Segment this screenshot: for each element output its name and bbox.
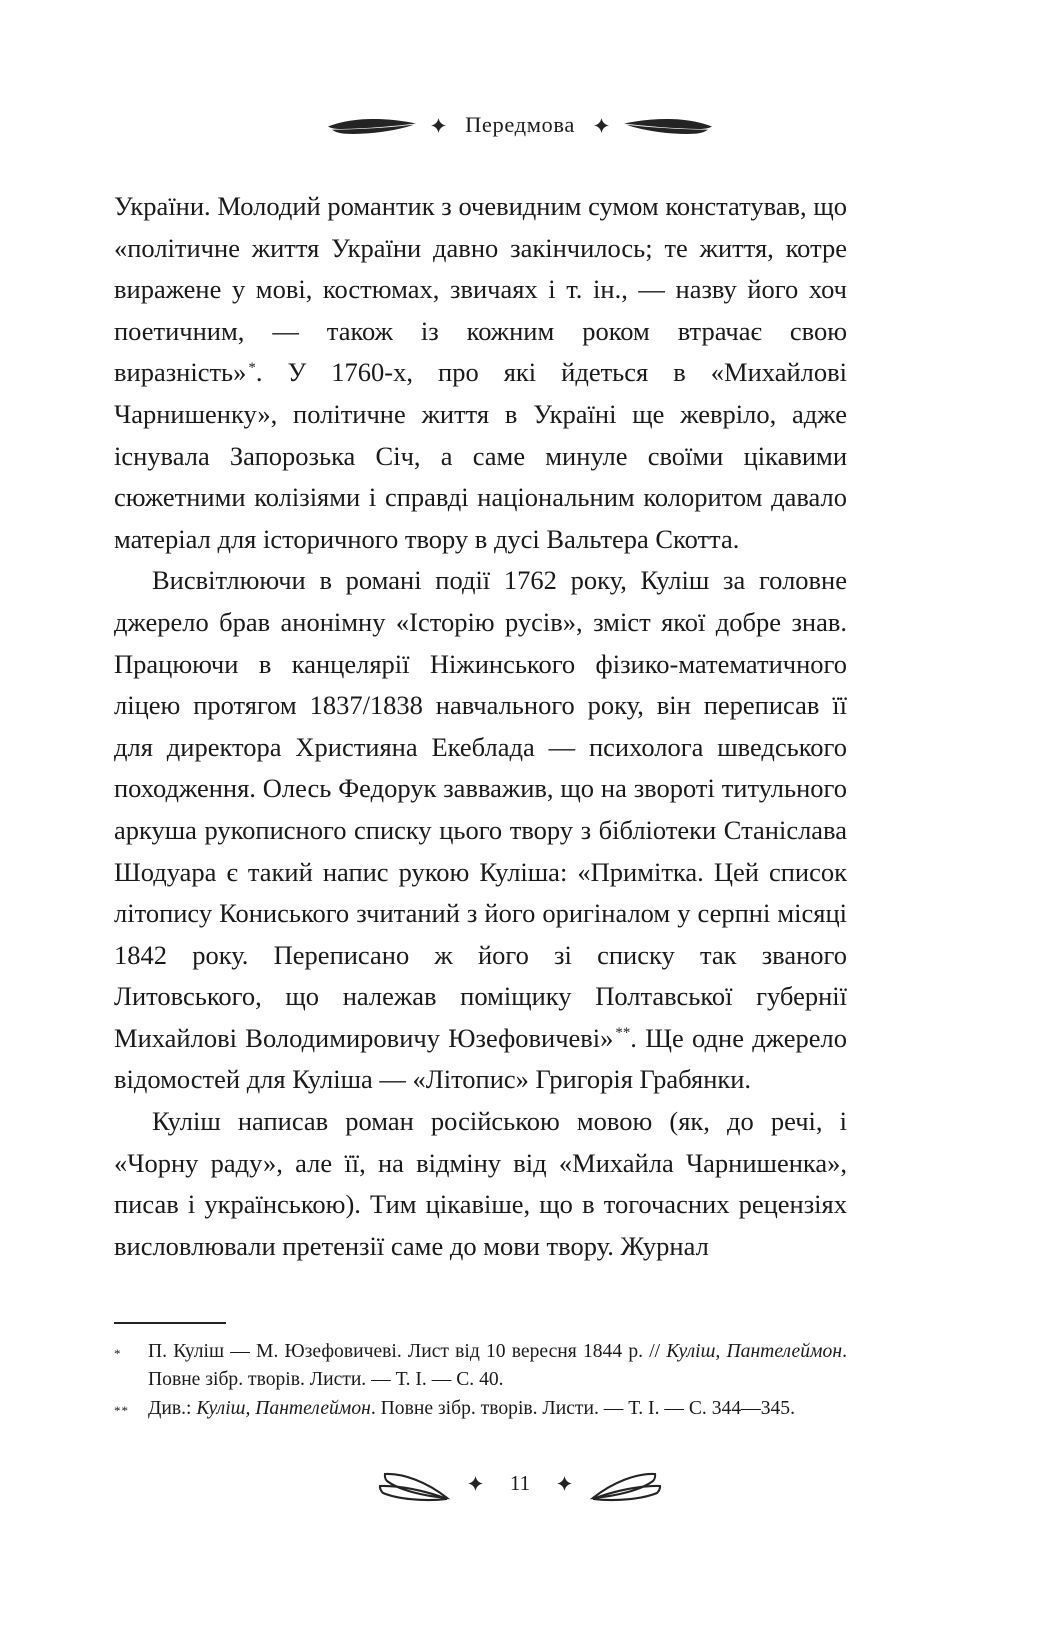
paragraph: України. Молодий романтик з очевидним сумом констатував, що «політичне життя України давно закінчилось; те життя, котре виражене у мові, костюмах, звичаях і т. ін., — назву його хоч поетичним, — також із кожним роком втрачає свою виразність» *. У 1760-х, про які йдеться в «Михайлові Чарнишенку», політичне життя в Україні ще жевріло, адже існувала Запорозька Січ, а саме минуле своїми цікавими сюжетними колізіями і справді національним колоритом давало матеріал для історичного твору в дусі Вальтера Скотта. [114,191,847,554]
diamond-ornament-footer-right [557,1476,572,1491]
wheat-leaf-ornament-right [589,1462,663,1504]
footnote-text: Див.: Куліш, Пантелеймон. Повне зібр. творів. Листи. — Т. І. — С. 344—345. [148,1398,795,1419]
leaf-rule-ornament-right [622,112,714,138]
footnote-area [114,1322,847,1427]
diamond-ornament-right [594,118,609,133]
footnote-item [114,1395,847,1425]
footnote-reference[interactable]: * [248,359,256,376]
footnote-separator-rule [114,1322,226,1324]
footnote-title-italic: Куліш, Пантелеймон [196,1398,371,1419]
leaf-rule-ornament-left [326,112,418,138]
running-head-title: Передмова [465,112,575,137]
footnote-title-italic: Куліш, Пантелеймон [666,1341,843,1362]
running-head [0,112,1040,138]
footnote-marker: * [114,1346,122,1361]
page-number: 11 [509,1470,531,1495]
footnote-marker: ** [114,1403,129,1418]
paragraph: Куліш написав роман російською мовою (як, до речі, і «Чорну раду», але її, на відміну від «Михайла Чарнишенка», писав і українською). Тим цікавіше, що в тогочасних рецензіях висловлювали претензії саме до мови твору. Журнал [114,1106,847,1261]
paragraph: Висвітлюючи в романі події 1762 року, Куліш за головне джерело брав анонімну «Історію русів», зміст якої добре знав. Працюючи в канцелярії Ніжинського фізико-математичного ліцею протягом 1837/1838 навчального року, він переписав її для директора Християна Екеблада — психолога шведського походження. Олесь Федорук завважив, що на звороті титульного аркуша рукописного списку цього твору з бібліотеки Станіслава Шодуара є такий напис рукою Куліша: «Примітка. Цей список літопису Кониського зчитаний з його оригіналом у серпні місяці 1842 року. Переписано ж його зі списку так званого Литовського, що належав поміщику Полтавської губернії Михайлові Володимировичу Юзефовичеві» **. Ще одне джерело відомостей для Куліша — «Літопис» Григорія Грабянки. [114,565,847,1095]
footnote-text: П. Куліш — М. Юзефовичеві. Лист від 10 вересня 1844 р. // Куліш, Пантелеймон. Повне зібр. творів. Листи. — Т. І. — С. 40. [148,1341,847,1390]
page-footer [0,1462,1040,1504]
body-text [114,186,847,1267]
diamond-ornament-footer-left [468,1476,483,1491]
diamond-ornament-left [431,118,446,133]
wheat-leaf-ornament-left [377,1462,451,1504]
footnote-reference[interactable]: ** [615,1025,631,1042]
footnote-item [114,1338,847,1393]
